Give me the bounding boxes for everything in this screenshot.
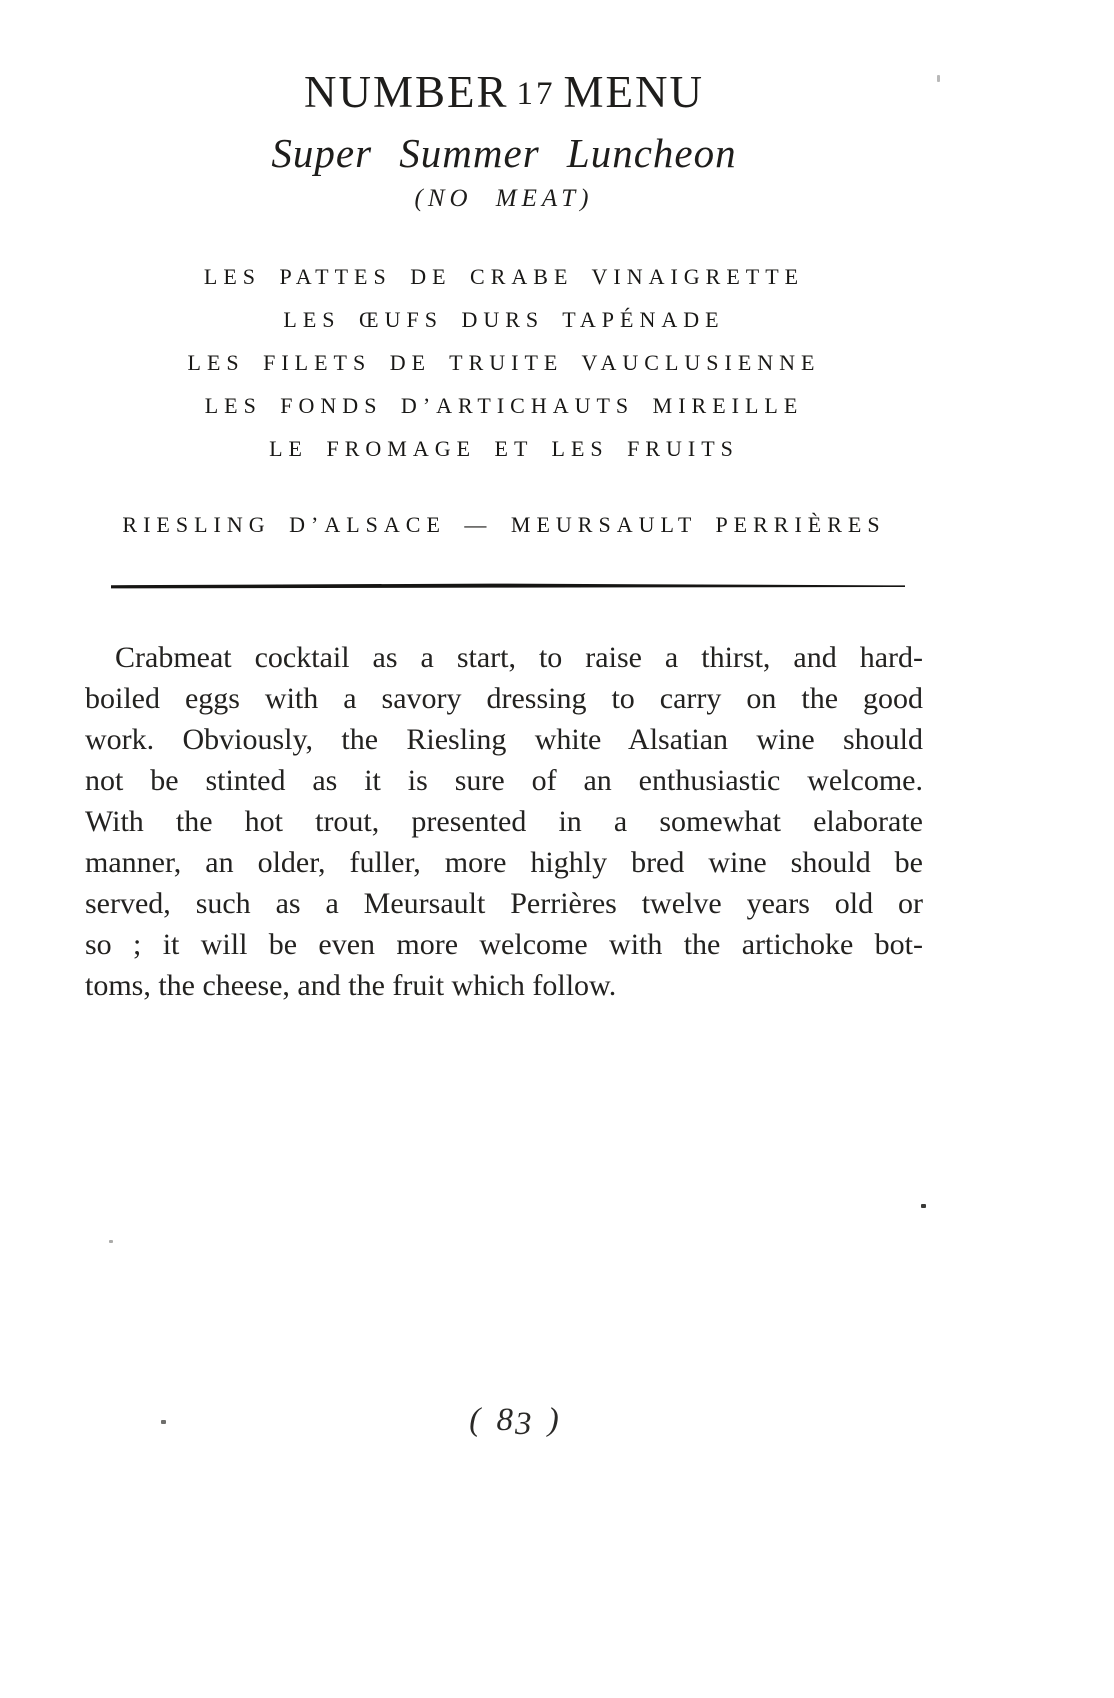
menu-course-item: LES FILETS DE TRUITE VAUCLUSIENNE: [187, 350, 821, 375]
menu-course-item: LES PATTES DE CRABE VINAIGRETTE: [203, 264, 805, 289]
title-menu-number: 17: [516, 76, 556, 112]
ink-speck: [921, 1204, 926, 1208]
body-text-line: served, such as a Meursault Perrières twelve years old or: [85, 887, 923, 920]
page-title: [85, 66, 923, 118]
menu-course-item: LE FROMAGE ET LES FRUITS: [269, 436, 739, 461]
diet-note: (NO MEAT): [414, 185, 594, 212]
divider-rule: [111, 582, 905, 592]
page-content: [85, 0, 923, 1698]
ink-speck: [161, 1420, 166, 1424]
body-text-line: work. Obviously, the Riesling white Alsatian wine should: [85, 723, 923, 756]
page-number-digit: 3: [515, 1406, 534, 1442]
body-paragraph: [85, 637, 923, 1006]
page-number: [85, 1402, 923, 1442]
body-text-line: manner, an older, fuller, more highly bred wine should be: [85, 846, 923, 879]
title-word-number: NUMBER: [303, 67, 509, 117]
menu-course-item: LES ŒUFS DURS TAPÉNADE: [283, 307, 725, 332]
body-text-line: toms, the cheese, and the fruit which follow.: [85, 969, 617, 1002]
page-number-suffix: ): [533, 1402, 561, 1438]
menu-course-item: LES FONDS D’ARTICHAUTS MIREILLE: [204, 393, 804, 418]
body-text-line: not be stinted as it is sure of an enthusiastic welcome.: [85, 764, 923, 797]
menu-course-list: [85, 255, 923, 470]
ink-speck: [109, 1240, 113, 1243]
body-text-line: so ; it will be even more welcome with the artichoke bot-: [85, 928, 923, 961]
wine-pairing: RIESLING D’ALSACE — MEURSAULT PERRIÈRES: [122, 512, 886, 537]
page-number-prefix: ( 8: [469, 1402, 515, 1438]
title-word-menu: MENU: [563, 67, 705, 117]
body-text-line: Crabmeat cocktail as a start, to raise a thirst, and hard-: [115, 641, 923, 674]
body-text-line: boiled eggs with a savory dressing to carry on the good: [85, 682, 923, 715]
ink-speck: [937, 75, 940, 82]
menu-subtitle: Super Summer Luncheon: [271, 130, 737, 176]
body-text-line: With the hot trout, presented in a somewhat elaborate: [85, 805, 923, 838]
